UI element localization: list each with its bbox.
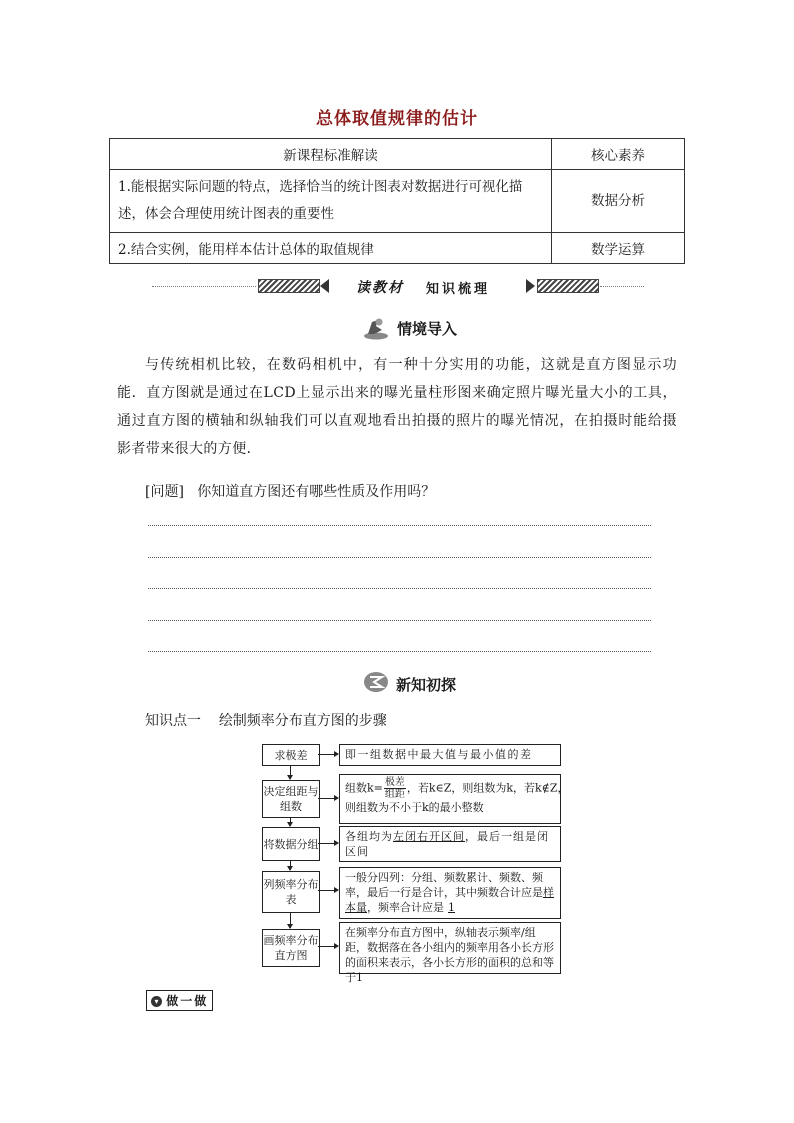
fraction	[384, 777, 406, 800]
answer-line	[148, 620, 651, 621]
banner-hatch-right	[537, 279, 599, 293]
standards-table	[109, 138, 685, 264]
knowledge-point-text: 绘制频率分布直方图的步骤	[218, 713, 387, 729]
banner-title: 读教材	[356, 280, 404, 296]
flow-step-4: 列频率分布表	[262, 871, 320, 913]
table-header-literacy: 核心素养	[552, 139, 685, 170]
flow-arrow-down	[290, 817, 291, 826]
flow-desc-3-prefix: 各组均为	[345, 830, 393, 843]
flow-desc-2	[339, 774, 569, 824]
answer-line	[148, 557, 651, 558]
flow-desc-4-mid: ，频率合计应是	[367, 901, 444, 914]
flow-desc-3-underlined: 左闭右开区间	[393, 830, 465, 843]
scenario-icon	[362, 316, 390, 340]
flow-desc-2-mid: ，若k∈Z，则组数为k，若k∉Z，	[406, 781, 569, 795]
new-knowledge-icon	[362, 670, 390, 694]
flow-arrow-down	[290, 765, 291, 779]
do-it-badge	[146, 990, 213, 1011]
flow-step-1: 求极差	[262, 744, 320, 766]
do-it-label: 做一做	[166, 994, 209, 1008]
knowledge-point-heading	[145, 710, 387, 730]
answer-line	[148, 525, 651, 526]
table-header-standards: 新课程标准解读	[110, 139, 552, 170]
flow-desc-4-underlined: 样本量	[345, 886, 554, 914]
question-line	[145, 481, 435, 501]
table-cell-literacy-1: 数据分析	[552, 170, 685, 233]
flow-desc-4-underlined-2: 1	[448, 901, 455, 914]
flow-arrow-right	[318, 946, 338, 947]
chevron-down-icon: ▾	[151, 996, 162, 1007]
banner-arrow-left-icon	[320, 279, 329, 293]
banner-arrow-right-icon	[526, 279, 535, 293]
flow-arrow-down	[290, 912, 291, 928]
question-label: [问题]	[145, 484, 184, 500]
flow-desc-1: 即一组数据中最大值与最小值的差	[339, 744, 561, 766]
flow-desc-4	[339, 867, 561, 919]
flow-arrow-right	[318, 754, 338, 755]
flow-desc-5: 在频率分布直方图中，纵轴表示频率/组距，数据落在各小组内的频率用各小长方形的面积来表示，各小长方形的面积的总和等于1	[339, 922, 561, 974]
banner-divider-right	[600, 286, 644, 287]
flow-arrow-right	[318, 798, 338, 799]
flow-arrow-right	[318, 890, 338, 891]
banner-subtitle: 知识梳理	[426, 282, 491, 297]
flow-step-5: 画频率分布直方图	[262, 929, 320, 967]
flow-step-3: 将数据分组	[262, 827, 320, 861]
page-title: 总体取值规律的估计	[316, 109, 478, 129]
section-heading-scenario: 情境导入	[397, 320, 458, 338]
flow-desc-3	[339, 826, 561, 862]
answer-line	[148, 588, 651, 589]
flow-step-2: 决定组距与组数	[262, 780, 320, 818]
table-cell-standard-2: 2.结合实例，能用样本估计总体的取值规律	[110, 233, 552, 264]
flow-desc-4-prefix: 一般分四列：分组、频数累计、频数、频率，最后一行是合计，其中频数合计应是	[345, 871, 543, 899]
answer-line	[148, 651, 651, 652]
scenario-paragraph: 与传统相机比较，在数码相机中，有一种十分实用的功能，这就是直方图显示功能．直方图就是通过在LCD上显示出来的曝光量柱形图来确定照片曝光量大小的工具，通过直方图的横轴和纵轴我们可以直观地看出拍摄的照片的曝光情况，在拍摄时能给摄影者带来很大的方便．	[117, 357, 677, 457]
question-text: 你知道直方图还有哪些性质及作用吗？	[197, 484, 436, 500]
banner-divider-left	[152, 286, 256, 287]
fraction-numerator: 极差	[384, 777, 405, 788]
section-heading-new-knowledge: 新知初探	[396, 676, 457, 694]
flow-desc-2-line2: 则组数为不小于k的最小整数	[345, 801, 484, 814]
knowledge-point-label: 知识点一	[145, 713, 201, 729]
flow-desc-3-suffix: ，最后一组是闭区间	[345, 830, 549, 858]
flow-arrow-right	[318, 843, 338, 844]
flow-desc-2-prefix: 组数k=	[345, 781, 383, 795]
table-cell-literacy-2: 数学运算	[552, 233, 685, 264]
table-cell-standard-1: 1.能根据实际问题的特点，选择恰当的统计图表对数据进行可视化描述，体会合理使用统计图表的重要性	[110, 170, 552, 233]
banner-hatch-left	[258, 279, 320, 293]
fraction-denominator: 组距	[384, 789, 405, 800]
flow-arrow-down	[290, 860, 291, 870]
